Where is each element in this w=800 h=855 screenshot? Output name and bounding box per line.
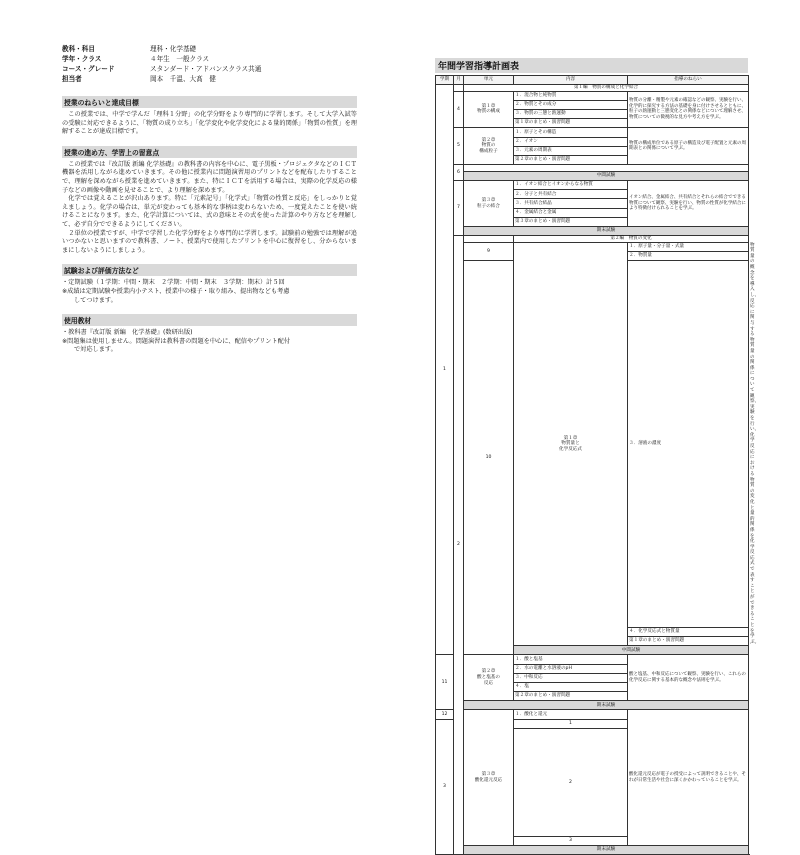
aim-cell: 物質の構成単位である原子の構造及び電子配置と元素の周期表との関係について学ぶ。	[628, 128, 749, 165]
table-row	[436, 181, 749, 190]
content-item: １．原子量・分子量・式量	[628, 242, 749, 251]
content-item: ２．物質量	[628, 251, 749, 260]
meta-value: 理科・化学基礎	[150, 45, 197, 53]
table-row	[436, 91, 749, 100]
method-paragraph-2: 化学では覚えることが沢山あります。特に「元素記号」「化学式」「物質の性質と反応」をしっかりと覚えましょう。化学の場合は、単元が変わっても基本的な事柄は変わらないため、一度覚えたことを使い続けることになります。また、化学計算については、式の意味とその式を使った計算のやり方などを理解して、必ず自分でできるようにしてください。	[62, 195, 357, 228]
meta-label: 担当者	[62, 75, 82, 83]
content-item: ２．イオン	[514, 137, 628, 146]
table-row: 9 第１章 物質量と 化学反応式 １．原子量・分子量・式量 物質量の概念を導入し、反応に関与する物質量の関係について観察、実験を行い、化学反応における物質の変化と量的関係を化学反応式で表すことができることを学ぶ。	[436, 242, 749, 251]
month-cell: 9	[464, 242, 514, 260]
meta-label: 教科・科目	[62, 45, 95, 53]
content-item: ４．塩	[514, 682, 628, 691]
table-row	[436, 655, 749, 664]
final-band: 期末試験	[464, 846, 749, 855]
month-cell: 6	[454, 165, 464, 181]
meta-label: コース・グレード	[62, 65, 115, 73]
content-item: １．原子とその構造	[514, 128, 628, 137]
unit-cell: 第３章 粒子の結合	[464, 181, 514, 227]
table-row	[436, 710, 749, 719]
section-title-materials: 使用教材	[62, 314, 357, 326]
month-cell: 1	[514, 719, 628, 728]
meta-value: 岡本 千温、大髙 健	[150, 75, 216, 83]
final-band: 期末試験	[464, 227, 749, 236]
month-cell: 10	[464, 261, 514, 655]
meta-value: スタンダード・アドバンスクラス共通	[150, 65, 262, 73]
final-band: 期末試験	[464, 701, 749, 710]
meta-label: 学年・クラス	[62, 55, 102, 63]
part-heading: 第２編 物質の変化	[514, 236, 749, 243]
plan-title: 年間学習指導計画表	[435, 58, 748, 73]
col-header-aim: 指導のねらい	[628, 76, 749, 85]
plan-table	[435, 75, 760, 855]
part-heading: 第１編 物質の構成と化学結合	[464, 85, 749, 92]
content-item: ２．水の電離と水溶液のpH	[514, 664, 628, 673]
evaluation-line: ・定期試験（１学期：中間・期末 ２学期：中間・期末 ３学期：期末）計５回	[62, 279, 285, 287]
unit-cell: 第１章 物質量と 化学反応式	[514, 242, 628, 646]
month-cell: 11	[436, 655, 454, 710]
month-cell: 3	[514, 836, 628, 845]
materials-line: ・教科書『改訂版 新編 化学基礎』(数研出版)	[62, 329, 193, 337]
content-item: 第２章のまとめ・演習問題	[514, 155, 628, 164]
unit-cell: 第３章 酸化還元反応	[464, 710, 514, 846]
table-header-row	[436, 76, 749, 85]
aim-cell: イオン結合、金属結合、共有結合とそれらの結合でできる物質について観察、実験を行い、物質の性質が化学結合により特徴付けられることを学ぶ。	[628, 181, 749, 227]
table-row	[436, 85, 749, 92]
table-row	[436, 165, 749, 172]
section-title-method: 授業の進め方、学習上の留意点	[62, 146, 357, 158]
meta-row	[62, 74, 357, 84]
month-cell: 4	[454, 91, 464, 128]
content-item: ４．金属結合と金属	[514, 208, 628, 217]
materials-line: ※問題集は使用しません。問題演習は教科書の問題を中心に、配信やプリント配付	[62, 337, 291, 345]
syllabus-left-column	[62, 44, 357, 355]
evaluation-line: してつけます。	[74, 296, 117, 304]
meta-block	[62, 44, 357, 84]
month-cell: 7	[454, 181, 464, 236]
content-item: 第１章のまとめ・演習問題	[628, 637, 749, 646]
aim-cell: 酸と塩基、中和反応について観察、実験を行い、これらの化学反応に関する基本的な概念や法則を学ぶ。	[628, 655, 749, 701]
content-item: １．酸化と還元	[514, 710, 628, 719]
term-cell: 1	[436, 85, 454, 655]
meta-value: ４年生 一般クラス	[150, 55, 210, 63]
content-item: １．混合物と純物質	[514, 91, 628, 100]
content-item: １．イオン結合とイオンからなる物質	[514, 181, 628, 190]
content-item: １．酸と塩基	[514, 655, 628, 664]
month-cell: 2	[514, 728, 628, 836]
section-title-aims: 授業のねらいと達成目標	[62, 96, 357, 108]
term-cell: 2	[454, 236, 464, 855]
meta-row	[62, 44, 357, 54]
content-item: 第２章のまとめ・演習問題	[514, 692, 628, 701]
table-row	[436, 236, 749, 243]
content-item: ３．元素の周期表	[514, 146, 628, 155]
annual-plan	[435, 58, 760, 855]
term-cell: 3	[436, 719, 454, 855]
content-item: ４．化学反応式と物質量	[628, 628, 749, 637]
content-item: ２．分子と共有結合	[514, 190, 628, 199]
col-header-term: 学期	[436, 76, 454, 85]
content-item: ３．中和反応	[514, 673, 628, 682]
unit-cell: 第２章 酸と塩基の 反応	[464, 655, 514, 701]
aims-text: この授業では、中学で学んだ「理科１分野」の化学分野をより専門的に学習します。そして大学入試等の受験に対応できるように、「物質の成り立ち」「化学変化や化学変化による量的関係」「物質の性質」を理解することが達成目標です。	[62, 111, 357, 136]
table-row	[436, 128, 749, 137]
col-header-unit: 単元	[464, 76, 514, 85]
midterm-band: 中間試験	[464, 172, 749, 181]
content-item: ３．物質の三態と熱運動	[514, 109, 628, 118]
col-header-content: 内容	[514, 76, 628, 85]
content-item: ３．共有結合結晶	[514, 199, 628, 208]
method-paragraph-1: この授業では『改訂版 新編 化学基礎』の教科書の内容を中心に、電子黒板・プロジェクタなどのＩＣＴ機器を活用しながら進めていきます。その他に授業内に問題演習用のプリントなどを配布したりすることで、理解を深めながら授業を進めていきます。また、特にＩＣＴを活用する場合は、実際の化学反応の様子などの画像や動画を見せることで、より理解を深めます。	[62, 160, 357, 194]
evaluation-line: ※成績は定期試験や授業内小テスト、授業中の様子・取り組み、提出物なども考慮	[62, 287, 290, 295]
materials-line: で対応します。	[74, 346, 117, 354]
month-cell: 12	[436, 710, 454, 719]
method-paragraph-3: ２単位の授業ですが、中学で学習した化学分野をより専門的に学習します。試験前の勉強では理解が追いつかないと思いますので教科書、ノート、授業内で使用したプリントを中心に復習をし、分からないままにしないようにしましょう。	[62, 229, 357, 254]
unit-cell: 第１章 物質の構成	[464, 91, 514, 128]
content-item: 第３章のまとめ・演習問題	[514, 217, 628, 226]
midterm-band: 中間試験	[514, 646, 749, 655]
meta-row	[62, 54, 357, 64]
content-item: ２．物質とその成分	[514, 100, 628, 109]
content-item: ３．溶液の濃度	[628, 261, 749, 628]
meta-row	[62, 64, 357, 74]
unit-cell: 第２章 物質の 構成粒子	[464, 128, 514, 165]
aim-cell: 酸化還元反応が電子の授受によって説明できることや、それが日常生活や社会に深くかかわっていることを学ぶ。	[628, 710, 749, 846]
month-cell: 5	[454, 128, 464, 165]
aim-cell: 物質の分離・精製や元素の確認などの観察、実験を行い、化学的に探究する方法の基礎を身に付けさせるとともに、粒子の熱運動と三態変化との関係などについて理解させ、物質についての微視的な見方や考え方を学ぶ。	[628, 91, 749, 128]
content-item: 第１章のまとめ・演習問題	[514, 119, 628, 128]
col-header-month: 月	[454, 76, 464, 85]
section-title-evaluation: 試験および評価方法など	[62, 264, 357, 276]
